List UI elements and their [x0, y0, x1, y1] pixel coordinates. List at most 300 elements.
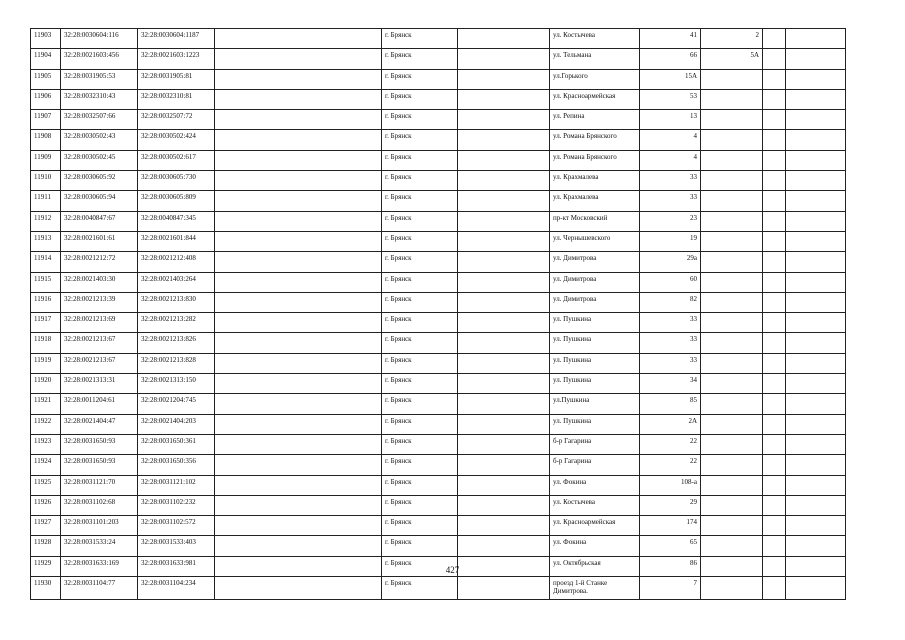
building-number-cell [701, 577, 763, 600]
extra-cell [786, 577, 846, 600]
building-number-cell [701, 455, 763, 475]
cadastral-number-land: 32:28:0030604:116 [61, 29, 138, 49]
building-number-cell [701, 252, 763, 272]
city-cell: г. Брянск [382, 110, 458, 130]
cadastral-number-building: 32:28:0031533:403 [138, 536, 215, 556]
table-row [31, 495, 846, 515]
note-cell [215, 191, 382, 211]
house-number-cell: 4 [640, 150, 701, 170]
building-number-cell [701, 536, 763, 556]
cadastral-number-building: 32:28:0021313:150 [138, 374, 215, 394]
house-number-cell: 13 [640, 110, 701, 130]
empty-cell [458, 150, 550, 170]
extra-cell [786, 231, 846, 251]
cadastral-number-land: 32:28:0031102:68 [61, 495, 138, 515]
cadastral-number-building: 32:28:0030605:809 [138, 191, 215, 211]
cadastral-number-land: 32:28:0031101:203 [61, 516, 138, 536]
extra-cell [786, 150, 846, 170]
spacer-cell [763, 272, 786, 292]
extra-cell [786, 333, 846, 353]
street-cell: ул. Фокина [550, 475, 640, 495]
cadastral-number-building: 32:28:0030502:424 [138, 130, 215, 150]
house-number-cell: 66 [640, 49, 701, 69]
extra-cell [786, 495, 846, 515]
table-row [31, 191, 846, 211]
note-cell [215, 49, 382, 69]
spacer-cell [763, 171, 786, 191]
house-number-cell: 85 [640, 394, 701, 414]
city-cell: г. Брянск [382, 353, 458, 373]
house-number-cell: 33 [640, 313, 701, 333]
building-number-cell [701, 130, 763, 150]
city-cell: г. Брянск [382, 516, 458, 536]
empty-cell [458, 536, 550, 556]
table-row [31, 516, 846, 536]
extra-cell [786, 171, 846, 191]
cadastral-number-land: 32:28:0031650:93 [61, 455, 138, 475]
cadastral-number-land: 32:28:0021404:47 [61, 414, 138, 434]
note-cell [215, 516, 382, 536]
registry-table [30, 28, 846, 600]
building-number-cell [701, 191, 763, 211]
record-number: 11915 [31, 272, 61, 292]
extra-cell [786, 374, 846, 394]
street-cell: ул. Крахмалева [550, 171, 640, 191]
house-number-cell: 33 [640, 191, 701, 211]
building-number-cell: 2 [701, 29, 763, 49]
record-number: 11927 [31, 516, 61, 536]
street-cell: ул. Димитрова [550, 252, 640, 272]
extra-cell [786, 475, 846, 495]
building-number-cell [701, 313, 763, 333]
record-number: 11922 [31, 414, 61, 434]
spacer-cell [763, 455, 786, 475]
spacer-cell [763, 394, 786, 414]
empty-cell [458, 495, 550, 515]
note-cell [215, 150, 382, 170]
house-number-cell: 82 [640, 292, 701, 312]
cadastral-number-land: 32:28:0021313:31 [61, 374, 138, 394]
spacer-cell [763, 130, 786, 150]
city-cell: г. Брянск [382, 434, 458, 454]
note-cell [215, 313, 382, 333]
empty-cell [458, 577, 550, 600]
street-cell: ул. Красноармейская [550, 516, 640, 536]
note-cell [215, 252, 382, 272]
spacer-cell [763, 211, 786, 231]
house-number-cell: 33 [640, 171, 701, 191]
cadastral-number-land: 32:28:0021403:30 [61, 272, 138, 292]
empty-cell [458, 434, 550, 454]
house-number-cell: 15А [640, 69, 701, 89]
cadastral-number-land: 32:28:0030605:94 [61, 191, 138, 211]
spacer-cell [763, 89, 786, 109]
house-number-cell: 60 [640, 272, 701, 292]
house-number-cell: 29а [640, 252, 701, 272]
extra-cell [786, 516, 846, 536]
record-number: 11929 [31, 556, 61, 576]
table-row [31, 353, 846, 373]
empty-cell [458, 130, 550, 150]
city-cell: г. Брянск [382, 150, 458, 170]
street-cell: ул. Тельмана [550, 49, 640, 69]
cadastral-number-building: 32:28:0021213:826 [138, 333, 215, 353]
spacer-cell [763, 536, 786, 556]
empty-cell [458, 252, 550, 272]
cadastral-number-land: 32:28:0021601:61 [61, 231, 138, 251]
building-number-cell [701, 211, 763, 231]
empty-cell [458, 353, 550, 373]
table-row [31, 150, 846, 170]
street-cell: ул. Фокина [550, 536, 640, 556]
street-cell: пр-кт Московский [550, 211, 640, 231]
house-number-cell: 41 [640, 29, 701, 49]
record-number: 11919 [31, 353, 61, 373]
street-cell: ул. Крахмалева [550, 191, 640, 211]
cadastral-number-land: 32:28:0031104:77 [61, 577, 138, 600]
table-row [31, 272, 846, 292]
cadastral-number-building: 32:28:0032310:81 [138, 89, 215, 109]
house-number-cell: 34 [640, 374, 701, 394]
spacer-cell [763, 29, 786, 49]
city-cell: г. Брянск [382, 536, 458, 556]
table-row [31, 536, 846, 556]
note-cell [215, 414, 382, 434]
empty-cell [458, 191, 550, 211]
extra-cell [786, 69, 846, 89]
note-cell [215, 536, 382, 556]
record-number: 11924 [31, 455, 61, 475]
table-row [31, 171, 846, 191]
cadastral-number-building: 32:28:0031121:102 [138, 475, 215, 495]
cadastral-number-land: 32:28:0021212:72 [61, 252, 138, 272]
building-number-cell [701, 516, 763, 536]
table-row [31, 455, 846, 475]
street-cell: ул. Романа Брянского [550, 150, 640, 170]
city-cell: г. Брянск [382, 272, 458, 292]
record-number: 11917 [31, 313, 61, 333]
empty-cell [458, 313, 550, 333]
extra-cell [786, 434, 846, 454]
street-cell: ул. Чернышевского [550, 231, 640, 251]
page-number: 427 [445, 565, 460, 575]
record-number: 11920 [31, 374, 61, 394]
spacer-cell [763, 333, 786, 353]
building-number-cell [701, 353, 763, 373]
record-number: 11911 [31, 191, 61, 211]
house-number-cell: 29 [640, 495, 701, 515]
extra-cell [786, 455, 846, 475]
cadastral-number-land: 32:28:0031650:93 [61, 434, 138, 454]
city-cell: г. Брянск [382, 313, 458, 333]
record-number: 11909 [31, 150, 61, 170]
building-number-cell [701, 231, 763, 251]
empty-cell [458, 455, 550, 475]
cadastral-number-land: 32:28:0032310:43 [61, 89, 138, 109]
house-number-cell: 22 [640, 434, 701, 454]
city-cell: г. Брянск [382, 394, 458, 414]
building-number-cell [701, 69, 763, 89]
street-cell: ул. Пушкина [550, 313, 640, 333]
street-cell: ул. Пушкина [550, 353, 640, 373]
spacer-cell [763, 313, 786, 333]
city-cell: г. Брянск [382, 292, 458, 312]
house-number-cell: 33 [640, 333, 701, 353]
street-cell: ул.Пушкина [550, 394, 640, 414]
spacer-cell [763, 414, 786, 434]
note-cell [215, 434, 382, 454]
empty-cell [458, 69, 550, 89]
extra-cell [786, 211, 846, 231]
street-cell: ул. Димитрова [550, 292, 640, 312]
house-number-cell: 53 [640, 89, 701, 109]
city-cell: г. Брянск [382, 556, 458, 576]
table-row [31, 69, 846, 89]
table-row [31, 475, 846, 495]
spacer-cell [763, 292, 786, 312]
cadastral-number-building: 32:28:0031104:234 [138, 577, 215, 600]
house-number-cell: 86 [640, 556, 701, 576]
city-cell: г. Брянск [382, 191, 458, 211]
spacer-cell [763, 374, 786, 394]
city-cell: г. Брянск [382, 333, 458, 353]
table-row [31, 333, 846, 353]
cadastral-number-building: 32:28:0021601:844 [138, 231, 215, 251]
street-cell: ул. Пушкина [550, 374, 640, 394]
building-number-cell [701, 150, 763, 170]
city-cell: г. Брянск [382, 475, 458, 495]
street-cell: ул. Костычева [550, 495, 640, 515]
cadastral-number-building: 32:28:0032507:72 [138, 110, 215, 130]
extra-cell [786, 89, 846, 109]
extra-cell [786, 191, 846, 211]
empty-cell [458, 231, 550, 251]
street-cell: ул. Пушкина [550, 414, 640, 434]
note-cell [215, 495, 382, 515]
spacer-cell [763, 434, 786, 454]
city-cell: г. Брянск [382, 577, 458, 600]
building-number-cell [701, 434, 763, 454]
city-cell: г. Брянск [382, 49, 458, 69]
building-number-cell [701, 475, 763, 495]
extra-cell [786, 49, 846, 69]
empty-cell [458, 211, 550, 231]
cadastral-number-land: 32:28:0030605:92 [61, 171, 138, 191]
house-number-cell: 65 [640, 536, 701, 556]
cadastral-number-land: 32:28:0021213:67 [61, 353, 138, 373]
note-cell [215, 110, 382, 130]
empty-cell [458, 516, 550, 536]
spacer-cell [763, 516, 786, 536]
spacer-cell [763, 252, 786, 272]
note-cell [215, 211, 382, 231]
record-number: 11910 [31, 171, 61, 191]
record-number: 11903 [31, 29, 61, 49]
city-cell: г. Брянск [382, 231, 458, 251]
note-cell [215, 89, 382, 109]
street-cell: ул. Красноармейская [550, 89, 640, 109]
cadastral-number-building: 32:28:0040847:345 [138, 211, 215, 231]
record-number: 11907 [31, 110, 61, 130]
record-number: 11930 [31, 577, 61, 600]
record-number: 11905 [31, 69, 61, 89]
cadastral-number-building: 32:28:0031633:981 [138, 556, 215, 576]
record-number: 11916 [31, 292, 61, 312]
record-number: 11908 [31, 130, 61, 150]
cadastral-number-land: 32:28:0021213:69 [61, 313, 138, 333]
note-cell [215, 475, 382, 495]
city-cell: г. Брянск [382, 130, 458, 150]
extra-cell [786, 272, 846, 292]
table-row [31, 211, 846, 231]
extra-cell [786, 252, 846, 272]
table-row [31, 434, 846, 454]
empty-cell [458, 89, 550, 109]
extra-cell [786, 414, 846, 434]
house-number-cell: 23 [640, 211, 701, 231]
cadastral-number-land: 32:28:0021213:39 [61, 292, 138, 312]
cadastral-number-building: 32:28:0021213:830 [138, 292, 215, 312]
building-number-cell [701, 292, 763, 312]
table-row [31, 130, 846, 150]
empty-cell [458, 292, 550, 312]
note-cell [215, 577, 382, 600]
note-cell [215, 171, 382, 191]
city-cell: г. Брянск [382, 69, 458, 89]
table-row [31, 313, 846, 333]
spacer-cell [763, 231, 786, 251]
city-cell: г. Брянск [382, 171, 458, 191]
spacer-cell [763, 191, 786, 211]
empty-cell [458, 110, 550, 130]
note-cell [215, 333, 382, 353]
house-number-cell: 2А [640, 414, 701, 434]
cadastral-number-land: 32:28:0021213:67 [61, 333, 138, 353]
table-row [31, 231, 846, 251]
table-row [31, 394, 846, 414]
cadastral-number-land: 32:28:0021603:456 [61, 49, 138, 69]
house-number-cell: 22 [640, 455, 701, 475]
cadastral-number-building: 32:28:0031650:356 [138, 455, 215, 475]
extra-cell [786, 353, 846, 373]
table-body [31, 29, 846, 600]
record-number: 11925 [31, 475, 61, 495]
note-cell [215, 374, 382, 394]
house-number-cell: 19 [640, 231, 701, 251]
table-row [31, 110, 846, 130]
record-number: 11912 [31, 211, 61, 231]
extra-cell [786, 130, 846, 150]
building-number-cell [701, 171, 763, 191]
cadastral-number-land: 32:28:0030502:43 [61, 130, 138, 150]
table-row [31, 414, 846, 434]
cadastral-number-building: 32:28:0021213:282 [138, 313, 215, 333]
table-row [31, 577, 846, 600]
building-number-cell [701, 374, 763, 394]
record-number: 11923 [31, 434, 61, 454]
spacer-cell [763, 110, 786, 130]
record-number: 11906 [31, 89, 61, 109]
cadastral-number-building: 32:28:0030502:617 [138, 150, 215, 170]
empty-cell [458, 272, 550, 292]
spacer-cell [763, 475, 786, 495]
record-number: 11921 [31, 394, 61, 414]
extra-cell [786, 313, 846, 333]
empty-cell [458, 333, 550, 353]
spacer-cell [763, 353, 786, 373]
note-cell [215, 69, 382, 89]
cadastral-number-land: 32:28:0040847:67 [61, 211, 138, 231]
building-number-cell [701, 89, 763, 109]
note-cell [215, 231, 382, 251]
note-cell [215, 394, 382, 414]
record-number: 11926 [31, 495, 61, 515]
city-cell: г. Брянск [382, 252, 458, 272]
city-cell: г. Брянск [382, 495, 458, 515]
street-cell: б-р Гагарина [550, 455, 640, 475]
table-row [31, 292, 846, 312]
house-number-cell: 7 [640, 577, 701, 600]
street-cell: ул. Романа Брянского [550, 130, 640, 150]
extra-cell [786, 536, 846, 556]
building-number-cell [701, 110, 763, 130]
street-cell: ул.Горького [550, 69, 640, 89]
note-cell [215, 130, 382, 150]
note-cell [215, 353, 382, 373]
cadastral-number-building: 32:28:0021212:408 [138, 252, 215, 272]
table-row [31, 49, 846, 69]
cadastral-number-building: 32:28:0031905:81 [138, 69, 215, 89]
note-cell [215, 292, 382, 312]
cadastral-number-land: 32:28:0031121:70 [61, 475, 138, 495]
city-cell: г. Брянск [382, 29, 458, 49]
record-number: 11928 [31, 536, 61, 556]
street-cell: проезд 1-й Станке Димитрова. [550, 577, 640, 600]
building-number-cell [701, 333, 763, 353]
cadastral-number-building: 32:28:0021213:828 [138, 353, 215, 373]
cadastral-number-land: 32:28:0031905:53 [61, 69, 138, 89]
note-cell [215, 29, 382, 49]
street-cell: ул. Октябрьская [550, 556, 640, 576]
extra-cell [786, 110, 846, 130]
city-cell: г. Брянск [382, 374, 458, 394]
street-cell: ул. Костычева [550, 29, 640, 49]
empty-cell [458, 394, 550, 414]
spacer-cell [763, 150, 786, 170]
cadastral-number-land: 32:28:0032507:66 [61, 110, 138, 130]
empty-cell [458, 374, 550, 394]
city-cell: г. Брянск [382, 414, 458, 434]
house-number-cell: 174 [640, 516, 701, 536]
record-number: 11918 [31, 333, 61, 353]
table-row [31, 29, 846, 49]
house-number-cell: 33 [640, 353, 701, 373]
record-number: 11913 [31, 231, 61, 251]
table-row [31, 89, 846, 109]
cadastral-number-building: 32:28:0030604:1187 [138, 29, 215, 49]
empty-cell [458, 414, 550, 434]
cadastral-number-land: 32:28:0031633:169 [61, 556, 138, 576]
city-cell: г. Брянск [382, 211, 458, 231]
building-number-cell [701, 414, 763, 434]
empty-cell [458, 171, 550, 191]
cadastral-number-building: 32:28:0031102:232 [138, 495, 215, 515]
table-row [31, 252, 846, 272]
record-number: 11914 [31, 252, 61, 272]
house-number-cell: 4 [640, 130, 701, 150]
spacer-cell [763, 495, 786, 515]
table-row [31, 374, 846, 394]
